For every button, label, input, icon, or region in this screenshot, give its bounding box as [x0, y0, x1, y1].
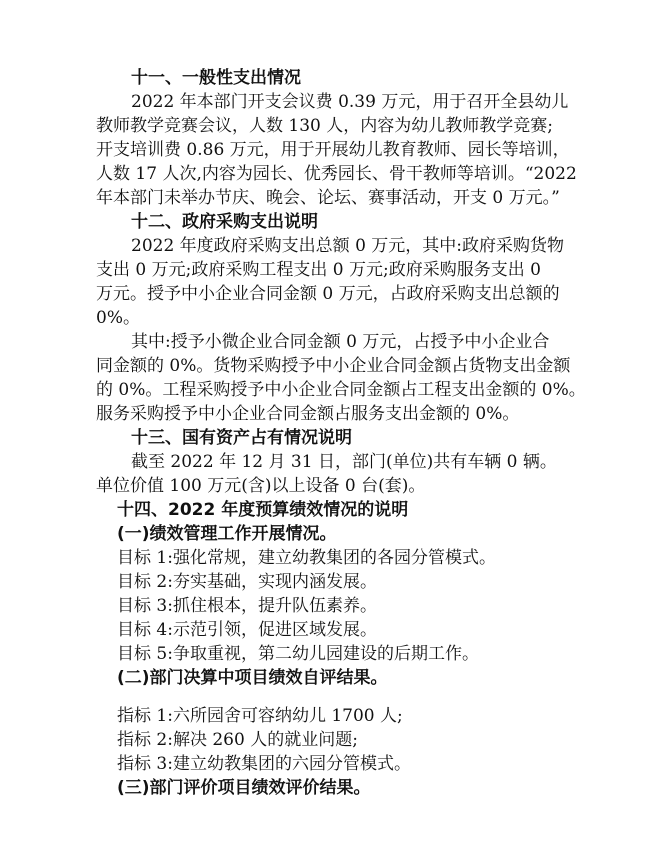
- indicator-item: 指标 2:解决 260 人的就业问题;: [117, 730, 358, 750]
- section-12-paragraph-line: 支出 0 万元;政府采购工程支出 0 万元;政府采购服务支出 0: [96, 260, 541, 280]
- indicator-item: 指标 1:六所园舍可容纳幼儿 1700 人;: [117, 706, 403, 726]
- section-13-paragraph-line: 单位价值 100 万元(含)以上设备 0 台(套)。: [96, 476, 426, 496]
- goal-item: 目标 2:夯实基础，实现内涵发展。: [117, 572, 377, 592]
- section-12-paragraph-line: 的 0%。工程采购授予中小企业合同金额占工程支出金额的 0%。: [96, 380, 586, 400]
- section-12-heading: 十二、政府采购支出说明: [131, 212, 318, 232]
- section-12-paragraph-line: 同金额的 0%。货物采购授予中小企业合同金额占货物支出金额: [96, 356, 571, 376]
- section-12-paragraph-line: 服务采购授予中小企业合同金额占服务支出金额的 0%。: [96, 404, 520, 424]
- goal-item: 目标 3:抓住根本，提升队伍素养。: [117, 596, 377, 616]
- section-11-paragraph-line: 开支培训费 0.86 万元，用于开展幼儿教育教师、园长等培训，: [96, 140, 570, 160]
- indicator-item: 指标 3:建立幼教集团的六园分管模式。: [117, 754, 411, 774]
- goal-item: 目标 4:示范引领，促进区域发展。: [117, 620, 377, 640]
- section-11-paragraph-line: 年本部门未举办节庆、晚会、论坛、赛事活动，开支 0 万元。”: [96, 188, 560, 208]
- subsection-3-heading: (三)部门评价项目绩效评价结果。: [117, 778, 371, 798]
- section-13-heading: 十三、国有资产占有情况说明: [131, 428, 352, 448]
- subsection-1-heading: (一)绩效管理工作开展情况。: [117, 524, 337, 544]
- section-14-heading: 十四、2022 年度预算绩效情况的说明: [117, 500, 409, 520]
- section-12-paragraph-line: 其中:授予小微企业合同金额 0 万元，占授予中小企业合: [131, 332, 550, 352]
- subsection-2-heading: (二)部门决算中项目绩效自评结果。: [117, 668, 388, 688]
- section-11-paragraph-line: 教师教学竞赛会议，人数 130 人，内容为幼儿教师教学竞赛;: [96, 116, 553, 136]
- section-11-heading: 十一、一般性支出情况: [131, 68, 301, 88]
- section-12-paragraph-line: 万元。授予中小企业合同金额 0 万元，占政府采购支出总额的: [96, 284, 560, 304]
- goal-item: 目标 1:强化常规，建立幼教集团的各园分管模式。: [117, 548, 496, 568]
- section-11-paragraph-line: 人数 17 人次,内容为园长、优秀园长、骨干教师等培训。“2022: [96, 164, 577, 184]
- goal-item: 目标 5:争取重视，第二幼儿园建设的后期工作。: [117, 644, 479, 664]
- section-12-paragraph-line: 2022 年度政府采购支出总额 0 万元，其中:政府采购货物: [131, 236, 565, 256]
- section-13-paragraph-line: 截至 2022 年 12 月 31 日，部门(单位)共有车辆 0 辆。: [131, 452, 557, 472]
- section-12-paragraph-line: 0%。: [96, 308, 140, 328]
- section-11-paragraph-line: 2022 年本部门开支会议费 0.39 万元，用于召开全县幼儿: [131, 92, 569, 112]
